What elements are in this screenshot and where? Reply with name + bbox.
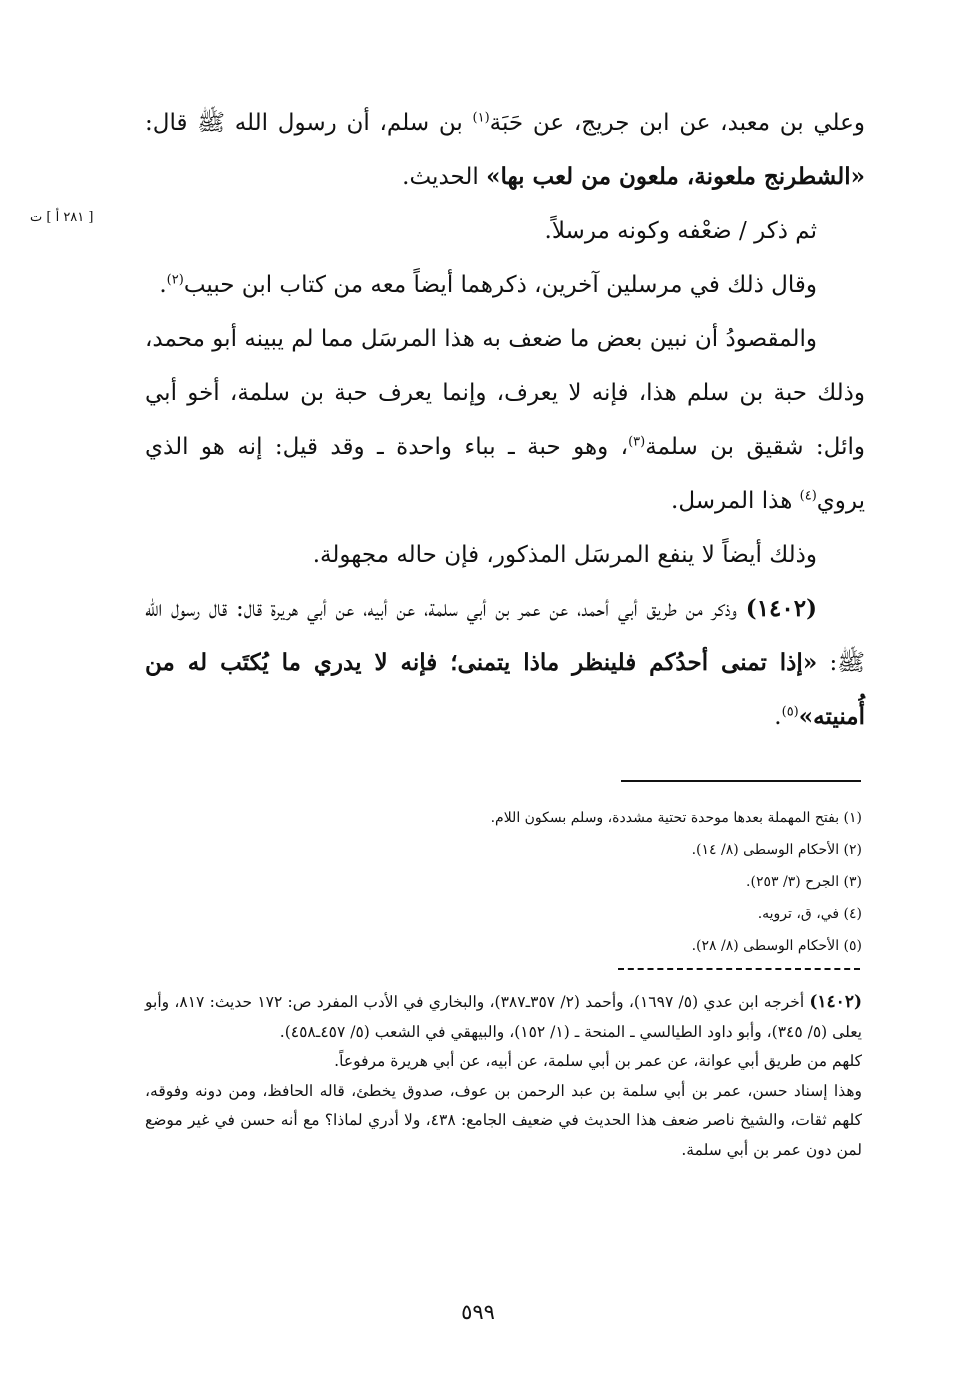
hadith-number: (١٤٠٢)	[745, 595, 817, 622]
commentary-hadith-number: (١٤٠٢)	[809, 992, 862, 1012]
hadith-text-wish: «إذا تمنى أحدُكم فلينظر ماذا يتمنى؛ فإنه لا يدري ما يُكتَب له من أُمنيته»	[145, 649, 865, 730]
commentary-line-2: كلهم من طريق أبي عوانة، عن عمر بن أبي سلمة، عن أبيه، عن أبي هريرة مرفوعاً.	[334, 1052, 862, 1070]
p3-text-a: وقال ذلك في مرسلين آخرين، ذكرهما أيضاً معه من كتاب ابن حبيب	[183, 272, 817, 298]
footnotes	[430, 802, 862, 962]
p4-text-b: ، وهو حبة ـ بباء واحدة ـ وقد قيل: إنه هو الذي يروي	[145, 434, 865, 514]
footnote-ref-1: (١)	[472, 110, 490, 126]
page-number: ٥٩٩	[461, 1300, 495, 1324]
p4-text-a: والمقصودُ أن نبين بعض ما ضعف به هذا المرسَل مما لم يبينه أبو محمد، وذلك حبة بن سلم هذا، فإنه لا يعرف، وإنما يعرف حبة بن سلمة، أخو أبي وائل: شقيق بن سلمة	[145, 326, 865, 460]
commentary-line-1	[145, 988, 862, 1047]
manuscript-folio-marker: [ ٢٨١ أ ] ت	[30, 210, 94, 225]
footnote-ref-5: (٥)	[781, 704, 799, 720]
commentary-separator	[618, 968, 860, 970]
paragraph-5: وذلك أيضاً لا ينفع المرسَل المذكور، فإن حاله مجهولة.	[312, 542, 817, 568]
commentary-sources: أخرجه ابن عدي (٥/ ١٦٩٧)، وأحمد (٢/ ٣٥٧ـ٣٨٧)، والبخاري في الأدب المفرد ص: ١٧٢ حديث: ٨١٧، وأبو يعلى (٥/ ٣٤٥)، وأبو داود الطيالسي ـ المنحة ـ (١/ ١٥٢)، والبيهقي في الشعب (٥/ ٤٥٧ـ٤٥٨).	[145, 993, 862, 1041]
commentary-line-3: وهذا إسناد حسن، عمر بن أبي سلمة بن عبد الرحمن بن عوف، صدوق يخطئ، قاله الحافظ، ومن دونه وفوقه، كلهم ثقات، والشيخ ناصر ضعف هذا الحديث في ضعيف الجامع: ٤٣٨، ولا أدري لماذا؟ مع أنه حسن في غير موضع لمن دون عمر بن أبي سلمة.	[145, 1081, 862, 1159]
footnote-3: (٣) الجرح (٣/ ٢٥٣).	[746, 874, 862, 890]
footnote-ref-4: (٤)	[799, 488, 817, 504]
p3-text-b: .	[159, 272, 167, 298]
paragraph-3	[145, 258, 865, 312]
hadith-text-chess: «الشطرنج ملعونة، ملعون من لعب بها»	[486, 163, 865, 190]
footnote-2: (٢) الأحكام الوسطى (٨/ ١٤).	[691, 842, 862, 858]
p4-text-c: هذا المرسل.	[671, 488, 800, 514]
p6-text-a: وذكر من طريق أبي أحمد، عن عمر بن أبي سلمة، عن أبيه، عن أبي هريرة قال: قال رسول الله ﷺ:	[145, 596, 865, 676]
main-text	[145, 96, 865, 744]
footnote-5: (٥) الأحكام الوسطى (٨/ ٢٨).	[691, 938, 862, 954]
footnote-separator	[621, 780, 861, 782]
p6-text-b: .	[774, 704, 782, 730]
footnote-ref-3: (٣)	[628, 434, 646, 450]
p1-text-a: وعلي بن معبد، عن ابن جريج، عن حَبَة	[489, 110, 866, 136]
p1-text-b: بن سلم، أن رسول الله ﷺ قال:	[145, 110, 473, 136]
footnote-ref-2: (٢)	[166, 272, 184, 288]
paragraph-2: ثم ذكر / ضعْفه وكونه مرسلاً.	[544, 218, 817, 244]
footnote-4: (٤) في، ق، ترويه.	[757, 906, 862, 922]
paragraph-6	[145, 582, 865, 744]
footnote-1: (١) بفتح المهملة بعدها موحدة تحتية مشددة، وسلم بسكون اللام.	[490, 810, 862, 826]
takhrij-commentary	[145, 988, 862, 1165]
paragraph-4	[145, 312, 865, 528]
p1-text-c: الحديث.	[402, 164, 487, 190]
paragraph-1	[145, 96, 865, 204]
